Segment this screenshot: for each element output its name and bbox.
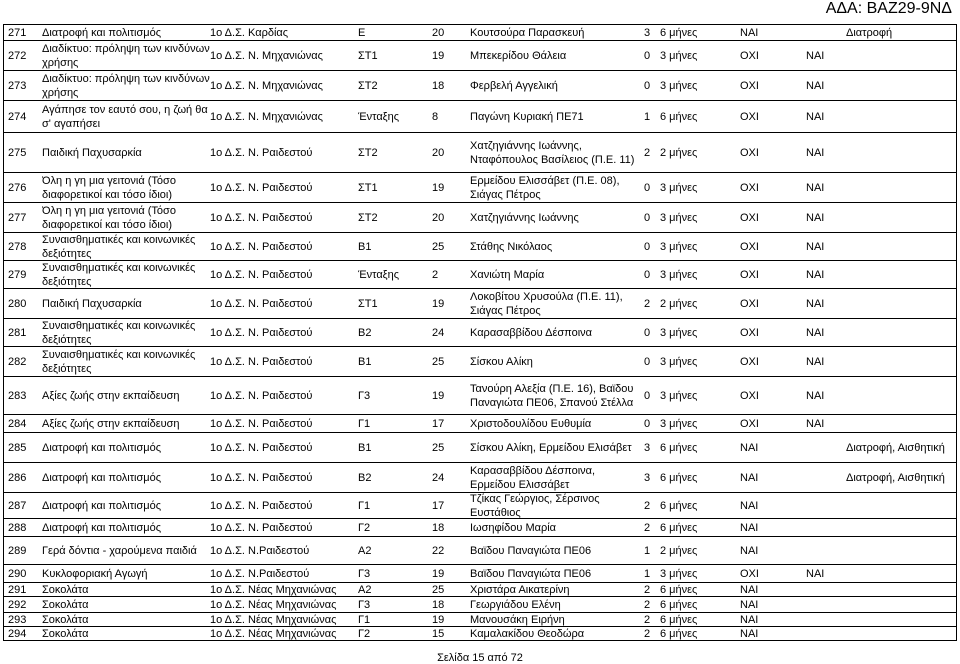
cell-dur: 3 μήνες (660, 389, 698, 402)
cell-teachers: Καρασαββίδου Δέσποινα, Ερμείδου Ελισσάβετ (470, 464, 596, 491)
cell-dur: 6 μήνες (660, 583, 698, 596)
cell-students: 24 (432, 471, 445, 484)
page-footer: Σελίδα 15 από 72 (437, 652, 523, 664)
cell-cls: ΣΤ2 (358, 79, 378, 92)
cell-cls: ΣΤ2 (358, 146, 378, 159)
cell-no: 272 (8, 49, 27, 62)
cell-b: ΝΑΙ (806, 110, 825, 123)
cell-cls: ΣΤ1 (358, 297, 378, 310)
cell-dur: 6 μήνες (660, 627, 698, 640)
cell-b: ΝΑΙ (806, 146, 825, 159)
cell-students: 19 (432, 49, 445, 62)
cell-teachers: Χανιώτη Μαρία (470, 268, 545, 281)
table-row (0, 536, 960, 564)
table-row (0, 596, 960, 612)
cell-b (806, 627, 846, 640)
cell-teachers: Βαϊδου Παναγιώτα ΠΕ06 (470, 567, 592, 580)
cell-no: 289 (8, 544, 27, 557)
cell-teachers: Χριστοδουλίδου Ευθυμία (470, 417, 592, 430)
cell-b (806, 583, 846, 596)
table-row (0, 40, 960, 70)
cell-cls: Β2 (358, 326, 372, 339)
cell-grp: 3 (644, 471, 651, 484)
table-row (0, 492, 960, 518)
table-row (0, 288, 960, 318)
cell-topic (846, 203, 956, 232)
cell-students: 24 (432, 326, 445, 339)
cell-teachers: Μπεκερίδου Θάλεια (470, 49, 567, 62)
cell-dur: 6 μήνες (660, 499, 698, 512)
cell-grp: 0 (644, 326, 651, 339)
cell-dur: 3 μήνες (660, 355, 698, 368)
cell-students: 8 (432, 110, 439, 123)
cell-grp: 2 (644, 146, 651, 159)
cell-topic (846, 597, 956, 612)
cell-grp: 0 (644, 389, 651, 402)
cell-topic (846, 133, 956, 172)
cell-school: 1ο Δ.Σ. Νέας Μηχανιώνας (210, 613, 337, 626)
cell-a: ΟΧΙ (740, 297, 759, 310)
cell-topic (846, 627, 956, 640)
cell-topic: Διατροφή, Αισθητική (846, 441, 945, 454)
cell-title: Αξίες ζωής στην εκπαίδευση (42, 417, 180, 430)
cell-grp: 3 (644, 26, 651, 39)
cell-dur: 6 μήνες (660, 26, 698, 39)
table-row (0, 260, 960, 288)
cell-cls: Α2 (358, 583, 372, 596)
cell-students: 25 (432, 355, 445, 368)
cell-students: 18 (432, 79, 445, 92)
cell-grp: 2 (644, 583, 651, 596)
cell-b: ΝΑΙ (806, 389, 825, 402)
cell-a: ΟΧΙ (740, 181, 759, 194)
cell-a: ΟΧΙ (740, 355, 759, 368)
cell-dur: 6 μήνες (660, 521, 698, 534)
table-row (0, 318, 960, 346)
cell-title: Συναισθηματικές και κοινωνικές δεξιότητες (42, 319, 196, 346)
cell-no: 279 (8, 268, 27, 281)
cell-topic (846, 565, 956, 582)
table-row (0, 564, 960, 582)
table-row (0, 414, 960, 432)
cell-teachers: Χατζηγιάννης Ιωάννης (470, 211, 579, 224)
cell-teachers: Χατζηγιάννης Ιωάννης, Νταφόπουλος Βασίλειος (Π.Ε. 11) (470, 139, 635, 166)
cell-dur: 6 μήνες (660, 471, 698, 484)
cell-students: 2 (432, 268, 439, 281)
cell-dur: 6 μήνες (660, 613, 698, 626)
cell-students: 19 (432, 567, 445, 580)
cell-no: 282 (8, 355, 27, 368)
cell-topic (846, 537, 956, 564)
cell-title: Διατροφή και πολιτισμός (42, 499, 162, 512)
cell-no: 277 (8, 211, 27, 224)
cell-no: 288 (8, 521, 27, 534)
cell-school: 1ο Δ.Σ. Ν. Ραιδεστού (210, 326, 313, 339)
cell-students: 25 (432, 441, 445, 454)
table-rule (3, 640, 957, 641)
cell-a: ΟΧΙ (740, 49, 759, 62)
cell-teachers: Φερβελή Αγγελική (470, 79, 558, 92)
cell-school: 1ο Δ.Σ. Νέας Μηχανιώνας (210, 627, 337, 640)
cell-students: 19 (432, 181, 445, 194)
cell-dur: 3 μήνες (660, 417, 698, 430)
cell-teachers: Ιωσηφίδου Μαρία (470, 521, 557, 534)
cell-no: 291 (8, 583, 27, 596)
cell-dur: 2 μήνες (660, 297, 698, 310)
cell-school: 1ο Δ.Σ. Ν.Ραιδεστού (210, 567, 310, 580)
cell-b: ΝΑΙ (806, 326, 825, 339)
cell-b: ΝΑΙ (806, 211, 825, 224)
cell-title: Διαδίκτυο: πρόληψη των κινδύνων χρήσης (42, 42, 210, 69)
cell-no: 275 (8, 146, 27, 159)
cell-grp: 3 (644, 441, 651, 454)
cell-school: 1ο Δ.Σ. Ν. Μηχανιώνας (210, 110, 323, 123)
cell-no: 286 (8, 471, 27, 484)
cell-school: 1ο Δ.Σ. Ν. Μηχανιώνας (210, 49, 323, 62)
cell-no: 276 (8, 181, 27, 194)
cell-cls: Γ1 (358, 613, 371, 626)
cell-a: ΟΧΙ (740, 110, 759, 123)
cell-no: 271 (8, 26, 27, 39)
cell-no: 278 (8, 240, 27, 253)
cell-title: Σοκολάτα (42, 598, 89, 611)
cell-students: 18 (432, 521, 445, 534)
cell-grp: 0 (644, 211, 651, 224)
cell-no: 283 (8, 389, 27, 402)
cell-a: ΟΧΙ (740, 240, 759, 253)
cell-a: ΟΧΙ (740, 417, 759, 430)
cell-topic (846, 41, 956, 70)
cell-cls: Β2 (358, 471, 372, 484)
cell-teachers: Μανουσάκη Ειρήνη (470, 613, 565, 626)
cell-grp: 2 (644, 598, 651, 611)
cell-topic (846, 289, 956, 318)
cell-students: 20 (432, 146, 445, 159)
cell-grp: 1 (644, 544, 651, 557)
cell-cls: Ένταξης (358, 268, 400, 281)
cell-b (806, 463, 846, 492)
cell-no: 273 (8, 79, 27, 92)
table-row (0, 24, 960, 40)
cell-teachers: Τζίκας Γεώργιος, Σέρσινος Ευστάθιος (470, 493, 600, 518)
cell-title: Σοκολάτα (42, 613, 89, 626)
cell-cls: Γ3 (358, 389, 371, 402)
cell-school: 1ο Δ.Σ. Ν.Ραιδεστού (210, 544, 310, 557)
cell-a: ΝΑΙ (740, 544, 759, 557)
cell-school: 1ο Δ.Σ. Ν. Ραιδεστού (210, 240, 313, 253)
cell-topic (846, 583, 956, 596)
cell-a: ΟΧΙ (740, 211, 759, 224)
cell-topic (846, 173, 956, 202)
cell-dur: 2 μήνες (660, 146, 698, 159)
table-row (0, 626, 960, 640)
cell-cls: ΣΤ1 (358, 49, 378, 62)
cell-school: 1ο Δ.Σ. Ν. Ραιδεστού (210, 297, 313, 310)
cell-school: 1ο Δ.Σ. Ν. Ραιδεστού (210, 389, 313, 402)
cell-school: 1ο Δ.Σ. Καρδίας (210, 26, 289, 39)
cell-a: ΝΑΙ (740, 627, 759, 640)
cell-dur: 3 μήνες (660, 181, 698, 194)
cell-topic (846, 613, 956, 626)
cell-no: 281 (8, 326, 27, 339)
cell-dur: 3 μήνες (660, 567, 698, 580)
cell-dur: 3 μήνες (660, 268, 698, 281)
cell-a: ΟΧΙ (740, 326, 759, 339)
cell-school: 1ο Δ.Σ. Ν. Ραιδεστού (210, 417, 313, 430)
cell-grp: 1 (644, 567, 651, 580)
cell-b: ΝΑΙ (806, 240, 825, 253)
cell-no: 290 (8, 567, 27, 580)
cell-school: 1ο Δ.Σ. Νέας Μηχανιώνας (210, 598, 337, 611)
table-row (0, 582, 960, 596)
cell-topic (846, 71, 956, 100)
cell-teachers: Σίσκου Αλίκη (470, 355, 533, 368)
cell-students: 19 (432, 389, 445, 402)
cell-grp: 2 (644, 627, 651, 640)
cell-dur: 2 μήνες (660, 544, 698, 557)
cell-grp: 2 (644, 613, 651, 626)
cell-grp: 2 (644, 521, 651, 534)
cell-topic (846, 519, 956, 536)
cell-school: 1ο Δ.Σ. Ν. Ραιδεστού (210, 471, 313, 484)
cell-teachers: Γεωργιάδου Ελένη (470, 598, 561, 611)
cell-cls: Γ2 (358, 627, 371, 640)
table-row (0, 376, 960, 414)
cell-b (806, 537, 846, 564)
cell-school: 1ο Δ.Σ. Ν. Ραιδεστού (210, 268, 313, 281)
cell-b (806, 519, 846, 536)
cell-grp: 0 (644, 240, 651, 253)
cell-students: 18 (432, 598, 445, 611)
cell-title: Συναισθηματικές και κοινωνικές δεξιότητες (42, 261, 196, 288)
cell-cls: ΣΤ1 (358, 181, 378, 194)
cell-b: ΝΑΙ (806, 79, 825, 92)
cell-students: 22 (432, 544, 445, 557)
cell-a: ΝΑΙ (740, 441, 759, 454)
cell-grp: 2 (644, 297, 651, 310)
cell-teachers: Καρασαββίδου Δέσποινα (470, 326, 593, 339)
cell-no: 292 (8, 598, 27, 611)
ada-label: ΑΔΑ: ΒΑΖ29-9ΝΔ (825, 0, 952, 17)
cell-grp: 0 (644, 355, 651, 368)
cell-dur: 3 μήνες (660, 240, 698, 253)
table-row (0, 172, 960, 202)
cell-b (806, 613, 846, 626)
cell-cls: Β1 (358, 355, 372, 368)
cell-dur: 3 μήνες (660, 326, 698, 339)
cell-b (806, 493, 846, 518)
cell-grp: 0 (644, 49, 651, 62)
cell-a: ΝΑΙ (740, 583, 759, 596)
cell-topic (846, 101, 956, 132)
cell-teachers: Ερμείδου Ελισσάβετ (Π.Ε. 08), Σιάγας Πέτρος (470, 174, 620, 201)
cell-teachers: Καμαλακίδου Θεοδώρα (470, 627, 585, 640)
cell-students: 19 (432, 297, 445, 310)
cell-no: 287 (8, 499, 27, 512)
cell-title: Διατροφή και πολιτισμός (42, 521, 162, 534)
cell-dur: 6 μήνες (660, 598, 698, 611)
cell-school: 1ο Δ.Σ. Ν. Ραιδεστού (210, 181, 313, 194)
cell-topic (846, 377, 956, 414)
cell-cls: Β1 (358, 441, 372, 454)
cell-topic (846, 347, 956, 376)
table-row (0, 462, 960, 492)
cell-b: ΝΑΙ (806, 268, 825, 281)
cell-title: Συναισθηματικές και κοινωνικές δεξιότητες (42, 348, 196, 375)
cell-students: 17 (432, 499, 445, 512)
table-row (0, 518, 960, 536)
cell-b: ΝΑΙ (806, 417, 825, 430)
cell-students: 17 (432, 417, 445, 430)
table-row (0, 132, 960, 172)
cell-students: 25 (432, 240, 445, 253)
cell-students: 20 (432, 211, 445, 224)
cell-a: ΟΧΙ (740, 389, 759, 402)
cell-grp: 0 (644, 181, 651, 194)
table-row (0, 232, 960, 260)
table-row (0, 346, 960, 376)
cell-b (806, 597, 846, 612)
cell-title: Γερά δόντια - χαρούμενα παιδιά (42, 544, 197, 557)
cell-no: 294 (8, 627, 27, 640)
cell-school: 1ο Δ.Σ. Ν. Ραιδεστού (210, 211, 313, 224)
cell-a: ΟΧΙ (740, 79, 759, 92)
table-row (0, 612, 960, 626)
cell-a: ΟΧΙ (740, 268, 759, 281)
cell-b: ΝΑΙ (806, 49, 825, 62)
cell-cls: Α2 (358, 544, 372, 557)
cell-title: Αγάπησε τον εαυτό σου, η ζωή θα σ' αγαπήσει (42, 103, 208, 130)
cell-teachers: Παγώνη Κυριακή ΠΕ71 (470, 110, 584, 123)
cell-school: 1ο Δ.Σ. Ν. Ραιδεστού (210, 521, 313, 534)
cell-no: 274 (8, 110, 27, 123)
cell-a: ΟΧΙ (740, 567, 759, 580)
cell-cls: ΣΤ2 (358, 211, 378, 224)
cell-teachers: Τανούρη Αλεξία (Π.Ε. 16), Βαϊδου Παναγιώτα ΠΕ06, Σπανού Στέλλα (470, 382, 634, 409)
cell-teachers: Σίσκου Αλίκη, Ερμείδου Ελισάβετ (470, 441, 632, 454)
cell-topic (846, 493, 956, 518)
cell-dur: 6 μήνες (660, 110, 698, 123)
cell-a: ΝΑΙ (740, 26, 759, 39)
cell-grp: 0 (644, 417, 651, 430)
cell-cls: Γ1 (358, 499, 371, 512)
table-row (0, 70, 960, 100)
table-row (0, 100, 960, 132)
cell-b: ΝΑΙ (806, 355, 825, 368)
cell-cls: Γ3 (358, 567, 371, 580)
cell-dur: 6 μήνες (660, 441, 698, 454)
cell-topic: Διατροφή, Αισθητική (846, 471, 945, 484)
cell-teachers: Βαϊδου Παναγιώτα ΠΕ06 (470, 544, 592, 557)
cell-no: 284 (8, 417, 27, 430)
cell-title: Σοκολάτα (42, 583, 89, 596)
cell-school: 1ο Δ.Σ. Ν. Ραιδεστού (210, 441, 313, 454)
cell-topic (846, 233, 956, 260)
cell-students: 19 (432, 613, 445, 626)
cell-grp: 2 (644, 499, 651, 512)
cell-cls: Β1 (358, 240, 372, 253)
cell-b: ΝΑΙ (806, 567, 825, 580)
cell-school: 1ο Δ.Σ. Ν. Ραιδεστού (210, 499, 313, 512)
cell-title: Διαδίκτυο: πρόληψη των κινδύνων χρήσης (42, 72, 210, 99)
cell-topic (846, 261, 956, 288)
cell-b (806, 25, 846, 40)
cell-b: ΝΑΙ (806, 297, 825, 310)
cell-topic: Διατροφή (846, 26, 893, 39)
table-row (0, 202, 960, 232)
cell-school: 1ο Δ.Σ. Ν. Ραιδεστού (210, 355, 313, 368)
cell-teachers: Χριστάρα Αικατερίνη (470, 583, 570, 596)
cell-cls: Γ3 (358, 598, 371, 611)
cell-title: Διατροφή και πολιτισμός (42, 471, 162, 484)
cell-a: ΝΑΙ (740, 471, 759, 484)
cell-topic (846, 319, 956, 346)
cell-title: Διατροφή και πολιτισμός (42, 441, 162, 454)
cell-cls: Γ2 (358, 521, 371, 534)
cell-teachers: Κουτσούρα Παρασκευή (470, 26, 585, 39)
cell-students: 25 (432, 583, 445, 596)
cell-grp: 0 (644, 268, 651, 281)
cell-cls: Ε (358, 26, 366, 39)
cell-title: Παιδική Παχυσαρκία (42, 146, 142, 159)
cell-school: 1ο Δ.Σ. Ν. Μηχανιώνας (210, 79, 323, 92)
cell-a: ΝΑΙ (740, 499, 759, 512)
cell-title: Παιδική Παχυσαρκία (42, 297, 142, 310)
cell-dur: 3 μήνες (660, 49, 698, 62)
cell-topic (846, 415, 956, 432)
cell-no: 285 (8, 441, 27, 454)
cell-b: ΝΑΙ (806, 181, 825, 194)
cell-b (806, 433, 846, 462)
cell-a: ΝΑΙ (740, 521, 759, 534)
cell-grp: 1 (644, 110, 651, 123)
cell-no: 280 (8, 297, 27, 310)
cell-title: Σοκολάτα (42, 627, 89, 640)
cell-title: Όλη η γη μια γειτονιά (Τόσο διαφορετικοί και τόσο ίδιοι) (42, 204, 176, 231)
cell-no: 293 (8, 613, 27, 626)
table-row (0, 432, 960, 462)
cell-students: 15 (432, 627, 445, 640)
cell-a: ΝΑΙ (740, 613, 759, 626)
cell-title: Όλη η γη μια γειτονιά (Τόσο διαφορετικοί και τόσο ίδιοι) (42, 174, 176, 201)
cell-teachers: Λοκοβίτου Χρυσούλα (Π.Ε. 11), Σιάγας Πέτρος (470, 290, 623, 317)
cell-school: 1ο Δ.Σ. Ν. Ραιδεστού (210, 146, 313, 159)
cell-students: 20 (432, 26, 445, 39)
cell-teachers: Στάθης Νικόλαος (470, 240, 553, 253)
cell-title: Κυκλοφοριακή Αγωγή (42, 567, 148, 580)
cell-cls: Γ1 (358, 417, 371, 430)
cell-a: ΟΧΙ (740, 146, 759, 159)
cell-school: 1ο Δ.Σ. Νέας Μηχανιώνας (210, 583, 337, 596)
cell-cls: Ένταξης (358, 110, 400, 123)
cell-grp: 0 (644, 79, 651, 92)
cell-title: Αξίες ζωής στην εκπαίδευση (42, 389, 180, 402)
cell-a: ΝΑΙ (740, 598, 759, 611)
cell-dur: 3 μήνες (660, 211, 698, 224)
cell-title: Συναισθηματικές και κοινωνικές δεξιότητες (42, 233, 196, 260)
cell-title: Διατροφή και πολιτισμός (42, 26, 162, 39)
cell-dur: 3 μήνες (660, 79, 698, 92)
